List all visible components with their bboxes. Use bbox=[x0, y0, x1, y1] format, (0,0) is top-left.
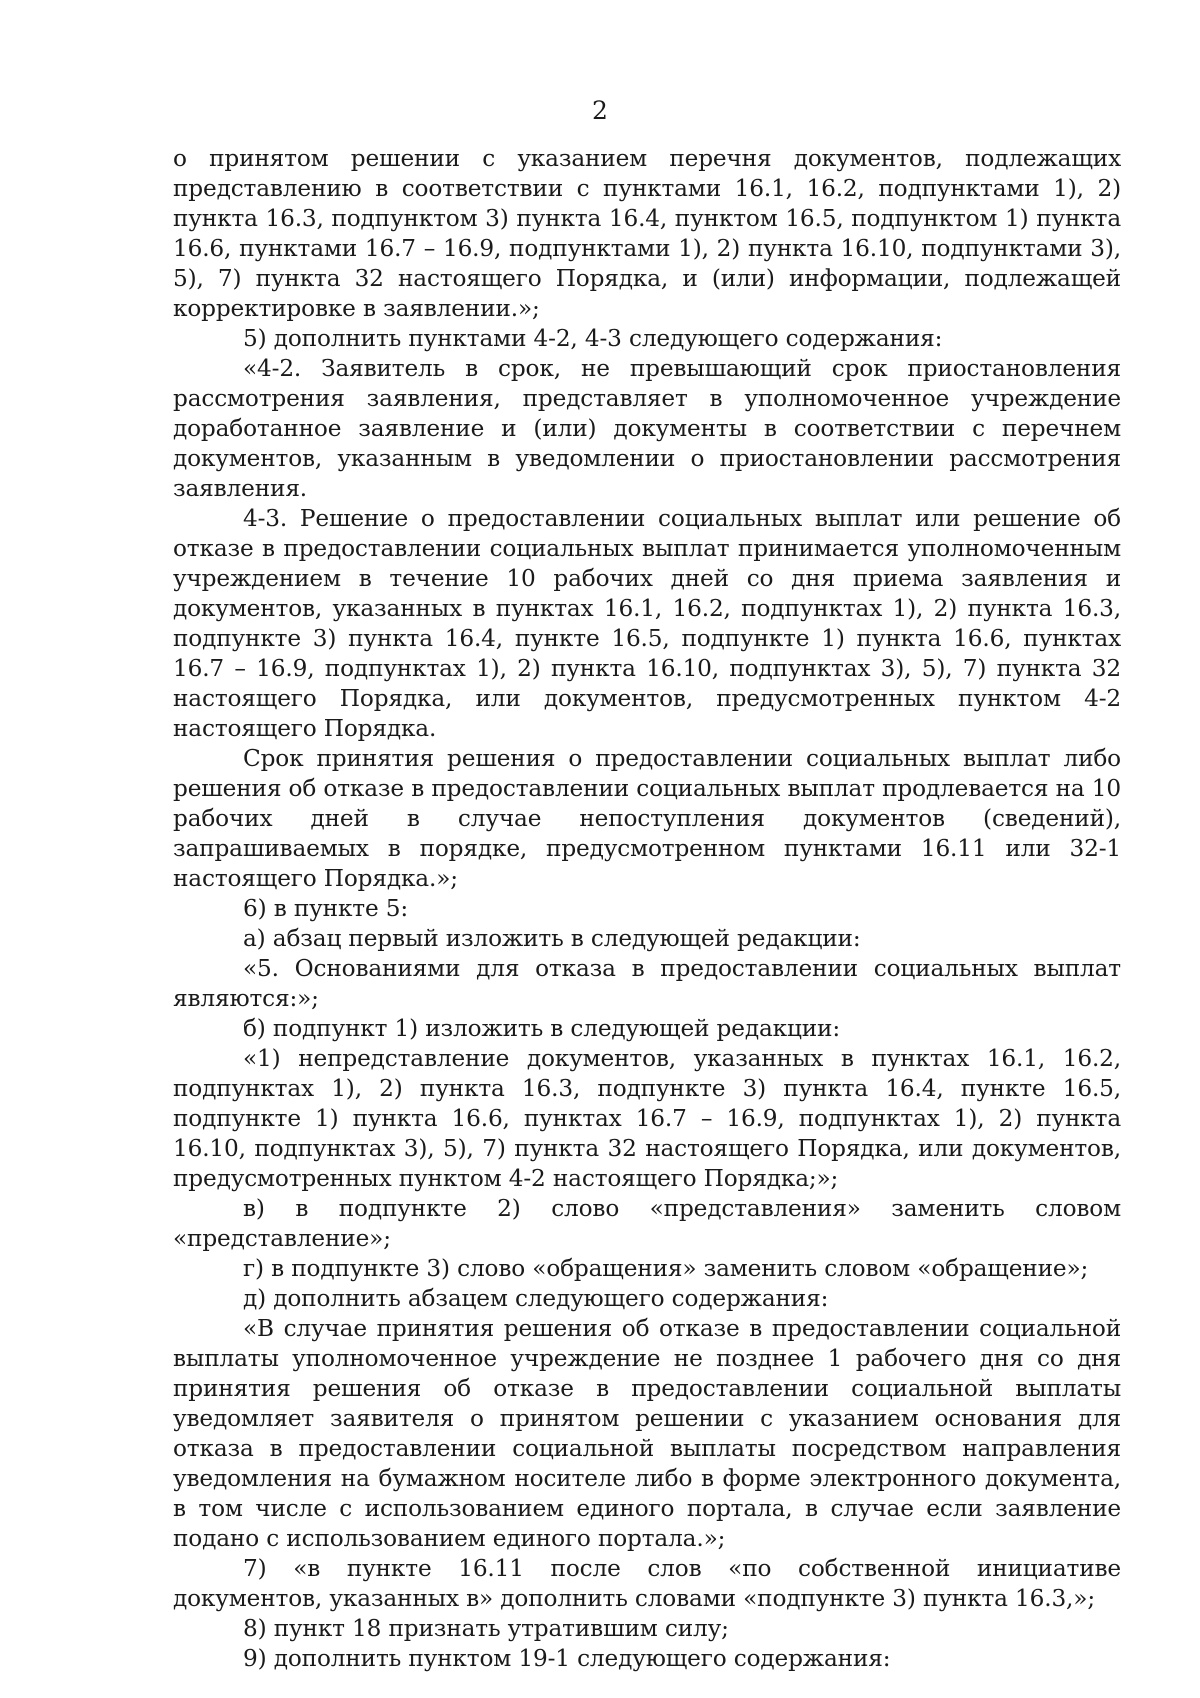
paragraph: 8) пункт 18 признать утратившим силу; bbox=[243, 1615, 729, 1642]
paragraph: б) подпункт 1) изложить в следующей редакции: bbox=[243, 1015, 840, 1042]
paragraph: «5. Основаниями для отказа в предоставлении социальных выплат являются:»; bbox=[173, 955, 1121, 1012]
document-body bbox=[173, 144, 1121, 1674]
paragraph: а) абзац первый изложить в следующей редакции: bbox=[243, 925, 861, 952]
paragraph: «В случае принятия решения об отказе в предоставлении социальной выплаты уполномоченное учреждение не позднее 1 рабочего дня со дня принятия решения об отказе в предоставлении социальной выплаты уведомляет заявителя о принятом решении с указанием основания для отказа в предоставлении социальной выплаты посредством направления уведомления на бумажном носителе либо в форме электронного документа, в том числе с использованием единого портала, в случае если заявление подано с использованием единого портала.»; bbox=[173, 1315, 1121, 1552]
paragraph: 5) дополнить пунктами 4-2, 4-3 следующего содержания: bbox=[243, 325, 943, 352]
paragraph: 7) «в пункте 16.11 после слов «по собственной инициативе документов, указанных в» дополнить словами «подпункте 3) пункта 16.3,»; bbox=[173, 1555, 1121, 1612]
paragraph: 6) в пункте 5: bbox=[243, 895, 409, 922]
paragraph: «4-2. Заявитель в срок, не превышающий срок приостановления рассмотрения заявления, представляет в уполномоченное учреждение доработанное заявление и (или) документы в соответствии с перечнем документов, указанным в уведомлении о приостановлении рассмотрения заявления. bbox=[173, 355, 1121, 502]
paragraph: о принятом решении с указанием перечня документов, подлежащих представлению в соответствии с пунктами 16.1, 16.2, подпунктами 1), 2) пункта 16.3, подпунктом 3) пункта 16.4, пунктом 16.5, подпунктом 1) пункта 16.6, пунктами 16.7 – 16.9, подпунктами 1), 2) пункта 16.10, подпунктами 3), 5), 7) пункта 32 настоящего Порядка, и (или) информации, подлежащей корректировке в заявлении.»; bbox=[173, 145, 1121, 322]
paragraph: 9) дополнить пунктом 19-1 следующего содержания: bbox=[243, 1645, 891, 1672]
paragraph: 4-3. Решение о предоставлении социальных выплат или решение об отказе в предоставлении социальных выплат принимается уполномоченным учреждением в течение 10 рабочих дней со дня приема заявления и документов, указанных в пунктах 16.1, 16.2, подпунктах 1), 2) пункта 16.3, подпункте 3) пункта 16.4, пункте 16.5, подпункте 1) пункта 16.6, пунктах 16.7 – 16.9, подпунктах 1), 2) пункта 16.10, подпунктах 3), 5), 7) пункта 32 настоящего Порядка, или документов, предусмотренных пунктом 4-2 настоящего Порядка. bbox=[173, 505, 1121, 742]
page-number: 2 bbox=[592, 96, 608, 125]
paragraph: г) в подпункте 3) слово «обращения» заменить словом «обращение»; bbox=[243, 1255, 1089, 1282]
paragraph: в) в подпункте 2) слово «представления» заменить словом «представление»; bbox=[173, 1195, 1121, 1252]
paragraph: Срок принятия решения о предоставлении социальных выплат либо решения об отказе в предоставлении социальных выплат продлевается на 10 рабочих дней в случае непоступления документов (сведений), запрашиваемых в порядке, предусмотренном пунктами 16.11 или 32-1 настоящего Порядка.»; bbox=[173, 745, 1121, 892]
paragraph: д) дополнить абзацем следующего содержания: bbox=[243, 1285, 829, 1312]
paragraph: «1) непредставление документов, указанных в пунктах 16.1, 16.2, подпунктах 1), 2) пункта 16.3, подпункте 3) пункта 16.4, пункте 16.5, подпункте 1) пункта 16.6, пунктах 16.7 – 16.9, подпунктах 1), 2) пункта 16.10, подпунктах 3), 5), 7) пункта 32 настоящего Порядка, или документов, предусмотренных пунктом 4-2 настоящего Порядка;»; bbox=[173, 1045, 1121, 1192]
